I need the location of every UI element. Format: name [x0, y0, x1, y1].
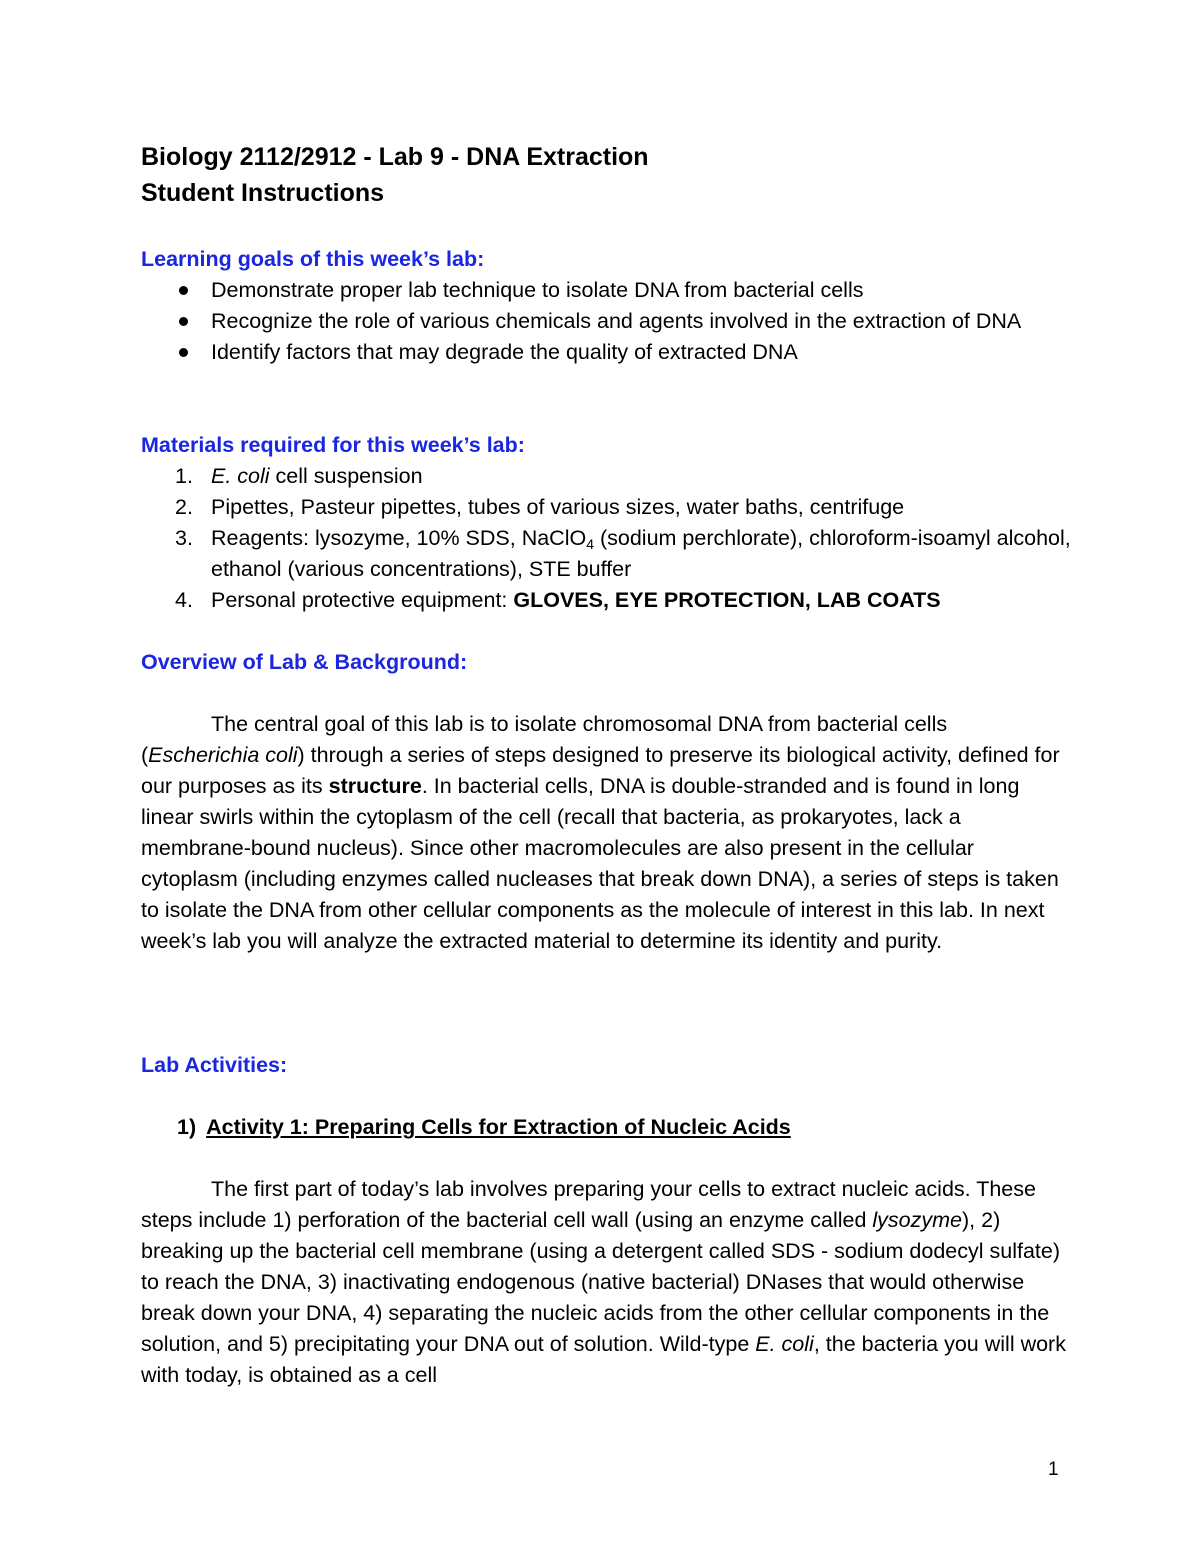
bullet-icon — [179, 286, 188, 295]
overview-text: . In bacterial cells, DNA is double-stranded and is found in long linear swirls within the cytoplasm of the cell (recall that bacteria, as prokaryotes, lack a membrane-bound nucleus). Since other macromolecules are also present in the cellular cytoplasm (including enzymes called nucleases that break down DNA), a series of steps is taken to isolate the DNA from other cellular components as the molecule of interest in this lab. In next week’s lab you will analyze the extracted material to determine its identity and purity. — [141, 774, 1059, 953]
organism-name: E. coli — [755, 1332, 814, 1356]
bullet-icon — [179, 317, 188, 326]
list-item — [141, 461, 1071, 492]
list-number: 3. — [175, 526, 193, 550]
material-text: Reagents: lysozyme, 10% SDS, NaClO — [211, 526, 587, 550]
learning-goal-text: Recognize the role of various chemicals and agents involved in the extraction of DNA — [211, 309, 1022, 333]
learning-goal-text: Identify factors that may degrade the quality of extracted DNA — [211, 340, 798, 364]
subscript: 4 — [586, 536, 594, 552]
list-number: 2. — [175, 495, 193, 519]
organism-name: E. coli — [211, 464, 270, 488]
ppe-emphasis: GLOVES, EYE PROTECTION, LAB COATS — [513, 588, 941, 612]
list-number: 1. — [175, 464, 193, 488]
list-item — [141, 523, 1071, 585]
material-text: Pipettes, Pasteur pipettes, tubes of various sizes, water baths, centrifuge — [211, 495, 905, 519]
document-subtitle: Student Instructions — [141, 179, 385, 207]
materials-list — [141, 461, 1071, 616]
overview-heading: Overview of Lab & Background: — [141, 650, 468, 674]
overview-text: ) through a series of steps designed to preserve its biological activity, defined for our purposes as its — [141, 743, 1060, 798]
activity-text: , the bacteria you will work with today, is obtained as a cell — [141, 1332, 1066, 1387]
list-item — [141, 585, 1071, 616]
activity-label: Activity 1: Preparing Cells for Extraction of Nucleic Acids — [206, 1115, 791, 1139]
emphasis: structure — [328, 774, 422, 798]
material-text: Personal protective equipment: — [211, 588, 514, 612]
activity-1-title — [177, 1112, 791, 1143]
list-item — [141, 275, 1071, 306]
learning-goals-heading: Learning goals of this week’s lab: — [141, 247, 485, 271]
material-text: (sodium perchlorate), chloroform-isoamyl alcohol, ethanol (various concentrations), STE buffer — [211, 526, 1071, 581]
activity-text: ), 2) breaking up the bacterial cell membrane (using a detergent called SDS - sodium dodecyl sulfate) to reach the DNA, 3) inactivating endogenous (native bacterial) DNases that would otherwise break down your DNA, 4) separating the nucleic acids from the other cellular components in the solution, and 5) precipitating your DNA out of solution. Wild-type — [141, 1208, 1061, 1356]
bullet-icon — [179, 348, 188, 357]
list-item — [141, 492, 1071, 523]
list-item — [141, 306, 1071, 337]
list-number: 4. — [175, 588, 193, 612]
learning-goal-text: Demonstrate proper lab technique to isolate DNA from bacterial cells — [211, 278, 864, 302]
page-number: 1 — [1048, 1459, 1059, 1480]
lab-activities-heading: Lab Activities: — [141, 1053, 288, 1077]
list-item — [141, 337, 1071, 368]
organism-name: Escherichia coli — [148, 743, 298, 767]
learning-goals-list — [141, 275, 1071, 368]
activity-text: The first part of today’s lab involves preparing your cells to extract nucleic acids. These steps include 1) perforation of the bacterial cell wall (using an enzyme called — [141, 1177, 1036, 1232]
materials-heading: Materials required for this week’s lab: — [141, 433, 525, 457]
overview-paragraph — [141, 709, 1071, 957]
overview-text: The central goal of this lab is to isolate chromosomal DNA from bacterial cells ( — [141, 712, 948, 767]
document-title: Biology 2112/2912 - Lab 9 - DNA Extraction — [141, 143, 649, 171]
material-text: cell suspension — [269, 464, 423, 488]
activity-number: 1) — [177, 1115, 197, 1139]
enzyme-name: lysozyme — [872, 1208, 962, 1232]
activity-1-paragraph — [141, 1174, 1071, 1391]
